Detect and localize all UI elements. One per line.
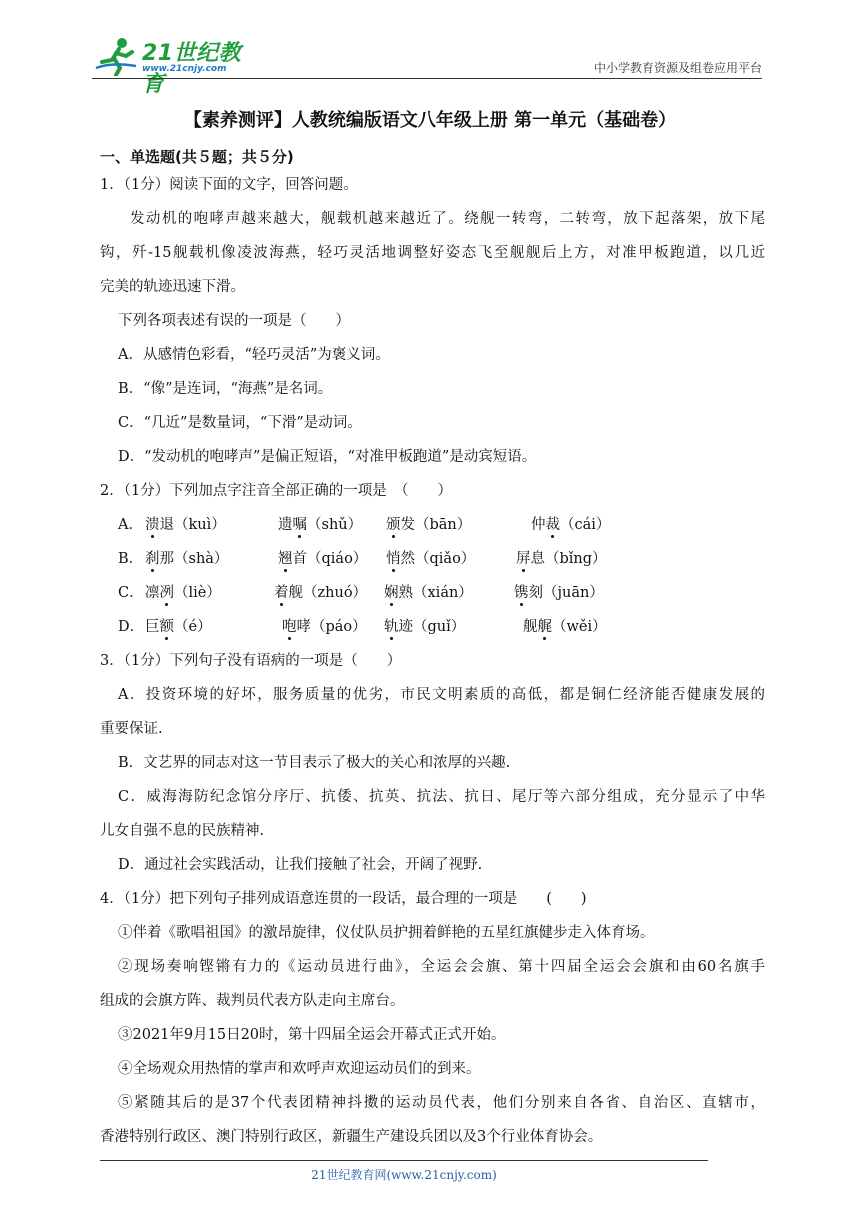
question-2-option-label[interactable]: C． [118, 585, 144, 601]
question-2-word [386, 513, 471, 534]
question-2-word [514, 581, 604, 602]
dotted-character: 嘱 [293, 513, 308, 534]
dotted-character: 冽 [160, 581, 175, 602]
question-2-word [145, 547, 228, 568]
question-3-stem: 3．（1分）下列句子没有语病的一项是（ ） [100, 653, 402, 669]
question-2-word [523, 615, 607, 636]
question-1-option-d[interactable]: D．“发动机的咆哮声”是偏正短语，“对准甲板跑道”是动宾短语。 [118, 449, 537, 465]
word-suffix-pinyin: 舰（zhuó） [288, 585, 368, 601]
question-2-word [282, 615, 367, 636]
question-4-sentence-2-cont: 组成的会旗方阵、裁判员代表方队走向主席台。 [100, 993, 405, 1009]
runner-logo-icon [92, 36, 140, 76]
question-2-word [516, 547, 607, 568]
question-2-word [274, 581, 367, 602]
word-suffix-pinyin: 退（kuì） [159, 517, 226, 533]
word-suffix-pinyin: 刻（juān） [528, 585, 604, 601]
word-suffix-pinyin: 发（bān） [400, 517, 472, 533]
word-prefix: 巨 [145, 619, 160, 635]
dotted-character: 镌 [514, 581, 529, 602]
dotted-character: 颁 [386, 513, 401, 534]
dotted-character: 悄 [386, 547, 401, 568]
question-2-option-label[interactable]: A． [118, 517, 143, 533]
question-1-passage-line: 钩，歼-15舰载机像凌波海燕，轻巧灵活地调整好姿态飞至舰舰后上方，对准甲板跑道，以几近 [100, 245, 765, 261]
question-2-word [384, 615, 465, 636]
question-3-option-c[interactable]: C．威海海防纪念馆分序厅、抗倭、抗英、抗法、抗日、尾厅等六部分组成，充分显示了中华 [118, 789, 765, 805]
question-2-word [278, 547, 367, 568]
dotted-character: 咆 [282, 615, 297, 636]
question-2-option-label[interactable]: B． [118, 551, 144, 567]
question-1-stem: 1．（1分）阅读下面的文字，回答问题。 [100, 177, 358, 193]
dotted-character: 着 [274, 581, 289, 602]
word-prefix: 舰 [523, 619, 538, 635]
question-2-word [384, 581, 473, 602]
word-suffix-pinyin: （wěi） [552, 619, 607, 635]
word-suffix-pinyin: 熟（xián） [398, 585, 473, 601]
question-1-prompt: 下列各项表述有误的一项是（ ） [118, 313, 350, 329]
dotted-character: 娴 [384, 581, 399, 602]
question-2-word [531, 513, 610, 534]
dotted-character: 翘 [278, 547, 293, 568]
question-3-option-b[interactable]: B．文艺界的同志对这一节目表示了极大的关心和浓厚的兴趣. [118, 755, 511, 771]
question-4-sentence-4: ④全场观众用热情的掌声和欢呼声欢迎运动员们的到来。 [118, 1061, 481, 1077]
word-suffix-pinyin: 哮（páo） [296, 619, 367, 635]
question-4-stem: 4．（1分）把下列句子排列成语意连贯的一段话，最合理的一项是 ( ) [100, 891, 587, 907]
dotted-character: 艉 [538, 615, 553, 636]
section-heading: 一、单选题(共５题；共５分) [100, 148, 294, 166]
dotted-character: 额 [160, 615, 175, 636]
dotted-character: 裁 [546, 513, 561, 534]
word-suffix-pinyin: （cái） [560, 517, 611, 533]
question-3-option-a[interactable]: A．投资环境的好坏，服务质量的优劣，市民文明素质的高低，都是铜仁经济能否健康发展的 [118, 687, 765, 703]
word-suffix-pinyin: （liè） [174, 585, 221, 601]
question-4-sentence-5: ⑤紧随其后的是37个代表团精神抖擞的运动员代表，他们分别来自各省、自治区、直辖市， [118, 1095, 765, 1111]
document-title: 【素养测评】人教统编版语文八年级上册 第一单元（基础卷） [183, 110, 677, 131]
word-suffix-pinyin: （shǔ） [307, 517, 363, 533]
question-1-option-a[interactable]: A．从感情色彩看，“轻巧灵活”为褒义词。 [118, 347, 390, 363]
logo-title: 21世纪教育 [142, 41, 242, 97]
question-4-sentence-1: ①伴着《歌唱祖国》的激昂旋律，仪仗队员护拥着鲜艳的五星红旗健步走入体育场。 [118, 925, 655, 941]
question-4-sentence-2: ②现场奏响铿锵有力的《运动员进行曲》，全运会会旗、第十四届全运会会旗和由60名旗手 [118, 959, 765, 975]
platform-name: 中小学教育资源及组卷应用平台 [593, 61, 762, 75]
page-header [92, 34, 762, 97]
word-suffix-pinyin: 然（qiǎo） [400, 551, 476, 567]
word-suffix-pinyin: （é） [174, 619, 212, 635]
dotted-character: 屏 [516, 547, 531, 568]
word-prefix: 凛 [145, 585, 160, 601]
question-2-word [278, 513, 362, 534]
dotted-character: 刹 [145, 547, 160, 568]
question-3-option-c-cont: 儿女自强不息的民族精神. [100, 823, 265, 839]
question-2-word [145, 615, 212, 636]
word-suffix-pinyin: 息（bǐng） [530, 551, 607, 567]
logo-url: www.21cnjy.com [142, 64, 227, 74]
word-suffix-pinyin: 那（shà） [159, 551, 229, 567]
question-1-passage-line: 完美的轨迹迅速下滑。 [100, 279, 245, 295]
footer-divider [100, 1160, 708, 1161]
question-2-word [386, 547, 475, 568]
word-prefix: 遗 [278, 517, 293, 533]
word-suffix-pinyin: 首（qiáo） [292, 551, 368, 567]
dotted-character: 轨 [384, 615, 399, 636]
question-2-word [145, 581, 221, 602]
footer-link[interactable]: 21世纪教育网(www.21cnjy.com) [311, 1168, 497, 1182]
question-1-option-b[interactable]: B．“像”是连词，“海燕”是名词。 [118, 381, 333, 397]
word-suffix-pinyin: 迹（guǐ） [398, 619, 466, 635]
question-2-option-label[interactable]: D． [118, 619, 145, 635]
question-4-sentence-3: ③2021年9月15日20时，第十四届全运会开幕式正式开始。 [118, 1027, 506, 1043]
question-2-word [145, 513, 226, 534]
dotted-character: 溃 [145, 513, 160, 534]
site-logo[interactable] [92, 34, 262, 97]
question-3-option-a-cont: 重要保证. [100, 721, 163, 737]
word-prefix: 仲 [531, 517, 546, 533]
question-1-option-c[interactable]: C．“几近”是数量词，“下滑”是动词。 [118, 415, 362, 431]
question-3-option-d[interactable]: D．通过社会实践活动，让我们接触了社会，开阔了视野. [118, 857, 483, 873]
question-4-sentence-5-cont: 香港特别行政区、澳门特别行政区，新疆生产建设兵团以及3个行业体育协会。 [100, 1129, 603, 1145]
header-divider [92, 78, 762, 79]
question-1-passage-line: 发动机的咆哮声越来越大，舰载机越来越近了。绕舰一转弯，二转弯，放下起落架，放下尾 [130, 211, 765, 227]
question-2-stem: 2．（1分）下列加点字注音全部正确的一项是 （ ） [100, 483, 452, 499]
